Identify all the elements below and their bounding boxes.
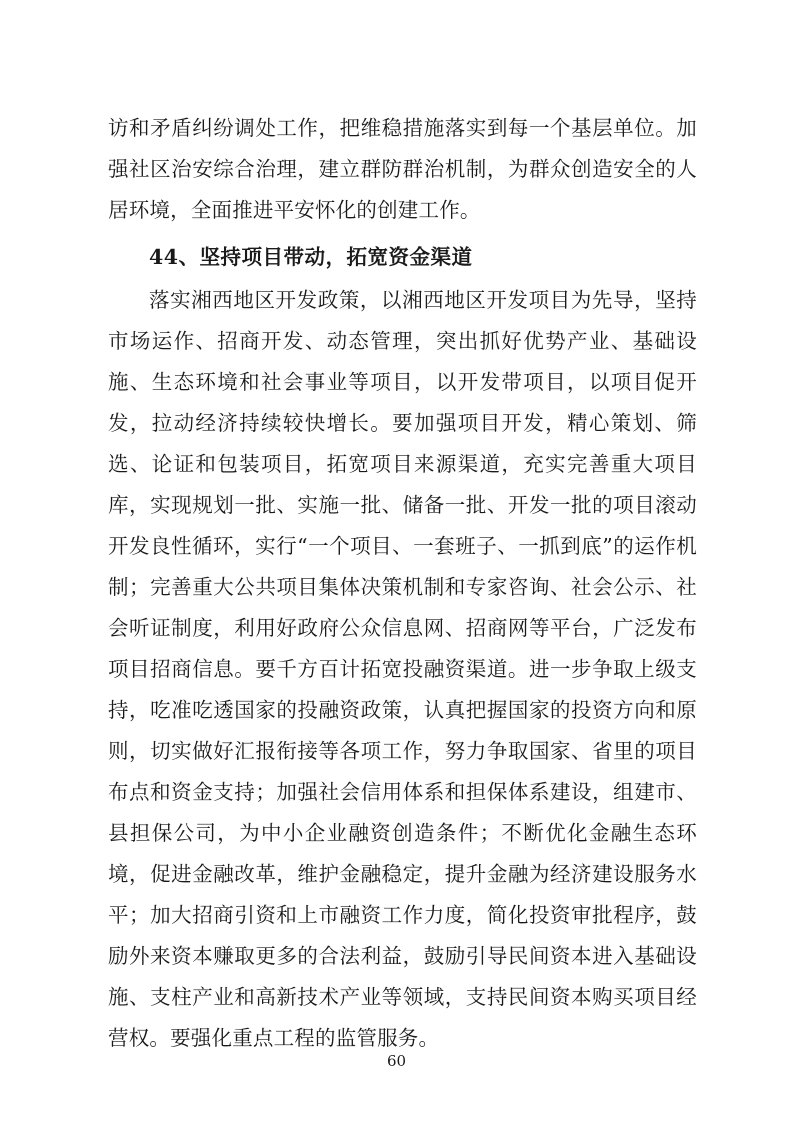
page-number: 60 xyxy=(386,1052,407,1070)
paragraph-body: 落实湘西地区开发政策，以湘西地区开发项目为先导，坚持市场运作、招商开发、动态管理，突出抓好优势产业、基础设施、生态环境和社会事业等项目，以开发带项目，以项目促开发，拉动经济持续较快增长。要加强项目开发，精心策划、筛选、论证和包装项目，拓宽项目来源渠道，充实完善重大项目库，实现规划一批、实施一批、储备一批、开发一批的项目滚动开发良性循环，实行“一个项目、一套班子、一抓到底”的运作机制；完善重大公共项目集体决策机制和专家咨询、社会公示、社会听证制度，利用好政府公众信息网、招商网等平台，广泛发布项目招商信息。要千方百计拓宽投融资渠道。进一步争取上级支持，吃准吃透国家的投融资政策，认真把握国家的投资方向和原则，切实做好汇报衔接等各项工作，努力争取国家、省里的项目布点和资金支持；加强社会信用体系和担保体系建设，组建市、县担保公司，为中小企业融资创造条件；不断优化金融生态环境，促进金融改革，维护金融稳定，提升金融为经济建设服务水平；加大招商引资和上市融资工作力度，简化投资审批程序，鼓励外来资本赚取更多的合法利益，鼓励引导民间资本进入基础设施、支柱产业和高新技术产业等领域，支持民间资本购买项目经营权。要强化重点工程的监管服务。 xyxy=(108,288,697,1050)
section-heading: 44、坚持项目带动，拓宽资金渠道 xyxy=(149,245,473,269)
paragraph-continued: 访和矛盾纠纷调处工作，把维稳措施落实到每一个基层单位。加强社区治安综合治理，建立群防群治机制，为群众创造安全的人居环境，全面推进平安怀化的创建工作。 xyxy=(108,116,697,222)
document-body xyxy=(108,108,697,1059)
